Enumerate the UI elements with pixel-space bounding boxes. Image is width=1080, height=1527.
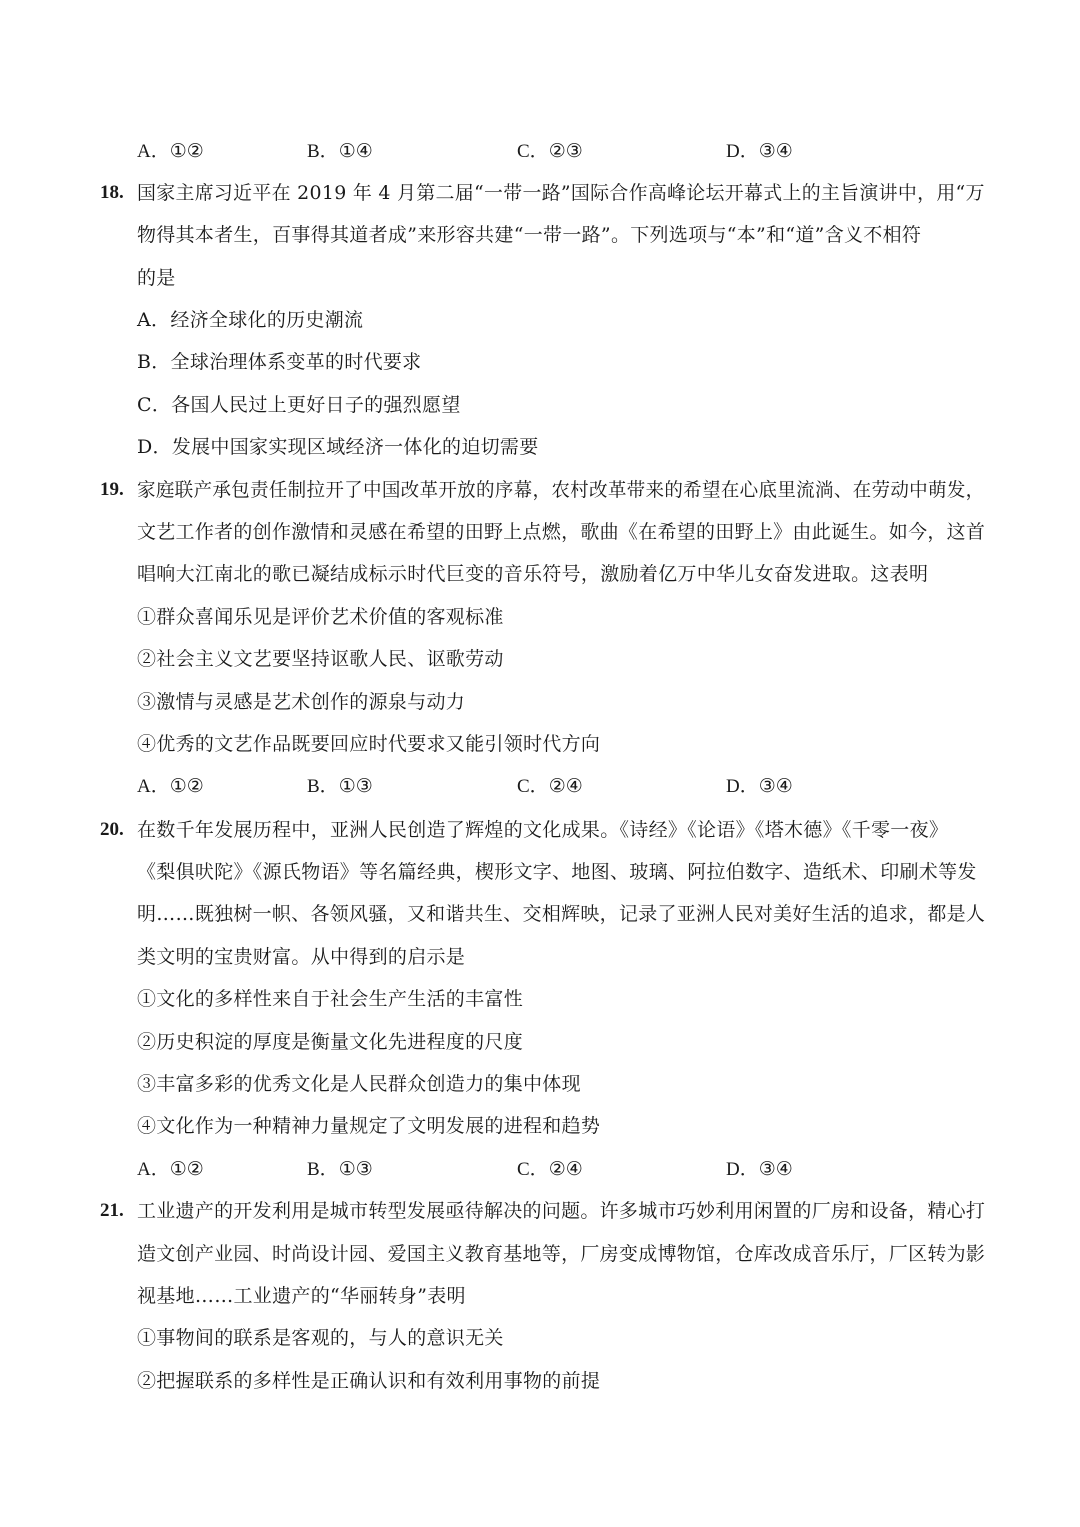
q20-number: 20. [100, 819, 124, 840]
q17-option-c: C．②③ [517, 140, 583, 162]
q20-statement-2: ②历史积淀的厚度是衡量文化先进程度的尺度 [137, 1031, 524, 1053]
q18-stem-line-1: 国家主席习近平在 2019 年 4 月第二届“一带一路”国际合作高峰论坛开幕式上的主旨演讲中，用“万 [137, 182, 985, 204]
q19-stem-line-3: 唱响大江南北的歌已凝结成标示时代巨变的音乐符号，激励着亿万中华儿女奋发进取。这表明 [137, 563, 929, 585]
q17-option-a: A．①② [137, 140, 204, 162]
q20-option-a: A．①② [137, 1158, 204, 1180]
q17-options [137, 139, 837, 163]
q19-stem-line-2: 文艺工作者的创作激情和灵感在希望的田野上点燃，歌曲《在希望的田野上》由此诞生。如今，这首 [137, 521, 986, 543]
q19-options [137, 774, 837, 798]
q19-option-b: B．①③ [307, 775, 373, 797]
q19-option-d: D．③④ [726, 775, 793, 797]
q20-option-d: D．③④ [726, 1158, 793, 1180]
q20-statement-3: ③丰富多彩的优秀文化是人民群众创造力的集中体现 [137, 1073, 581, 1095]
q20-stem-line-3: 明……既独树一帜、各领风骚，又和谐共生、交相辉映，记录了亚洲人民对美好生活的追求，都是人 [137, 903, 986, 925]
q21-stem-line-3: 视基地……工业遗产的“华丽转身”表明 [137, 1285, 466, 1307]
q18-choice-c: C．各国人民过上更好日子的强烈愿望 [137, 394, 461, 416]
q18-number: 18. [100, 182, 124, 203]
q21-statement-2: ②把握联系的多样性是正确认识和有效利用事物的前提 [137, 1370, 601, 1392]
q20-stem-line-2: 《梨俱吠陀》《源氏物语》等名篇经典，楔形文字、地图、玻璃、阿拉伯数字、造纸术、印刷术等发 [137, 861, 977, 883]
q18-choice-d: D．发展中国家实现区域经济一体化的迫切需要 [137, 436, 539, 458]
q21-stem-line-2: 造文创产业园、时尚设计园、爱国主义教育基地等，厂房变成博物馆，仓库改成音乐厅，厂区转为影 [137, 1243, 986, 1265]
q21-number: 21. [100, 1200, 124, 1221]
q20-statement-1: ①文化的多样性来自于社会生产生活的丰富性 [137, 988, 524, 1010]
q19-statement-2: ②社会主义文艺要坚持讴歌人民、讴歌劳动 [137, 648, 504, 670]
q19-option-a: A．①② [137, 775, 204, 797]
q20-statement-4: ④文化作为一种精神力量规定了文明发展的进程和趋势 [137, 1115, 601, 1137]
q19-statement-4: ④优秀的文艺作品既要回应时代要求又能引领时代方向 [137, 733, 601, 755]
q19-statement-3: ③激情与灵感是艺术创作的源泉与动力 [137, 691, 466, 713]
q19-number: 19. [100, 479, 124, 500]
q20-stem-line-1: 在数千年发展历程中，亚洲人民创造了辉煌的文化成果。《诗经》《论语》《塔木德》《千零一夜》 [137, 819, 949, 841]
q17-option-d: D．③④ [726, 140, 793, 162]
q20-option-c: C．②④ [517, 1158, 583, 1180]
q19-statement-1: ①群众喜闻乐见是评价艺术价值的客观标准 [137, 606, 504, 628]
q21-statement-1: ①事物间的联系是客观的，与人的意识无关 [137, 1327, 504, 1349]
q18-choice-a: A．经济全球化的历史潮流 [137, 309, 364, 331]
q18-stem-line-3: 的是 [137, 267, 176, 289]
q18-stem-line-2: 物得其本者生，百事得其道者成”来形容共建“一带一路”。下列选项与“本”和“道”含义不相符 [137, 224, 922, 246]
q19-option-c: C．②④ [517, 775, 583, 797]
q18-choice-b: B．全球治理体系变革的时代要求 [137, 351, 422, 373]
q20-option-b: B．①③ [307, 1158, 373, 1180]
q20-stem-line-4: 类文明的宝贵财富。从中得到的启示是 [137, 946, 466, 968]
q17-option-b: B．①④ [307, 140, 373, 162]
q21-stem-line-1: 工业遗产的开发利用是城市转型发展亟待解决的问题。许多城市巧妙利用闲置的厂房和设备，精心打 [137, 1200, 986, 1222]
q20-options [137, 1157, 837, 1181]
q19-stem-line-1: 家庭联产承包责任制拉开了中国改革开放的序幕，农村改革带来的希望在心底里流淌、在劳动中萌发， [137, 479, 985, 501]
